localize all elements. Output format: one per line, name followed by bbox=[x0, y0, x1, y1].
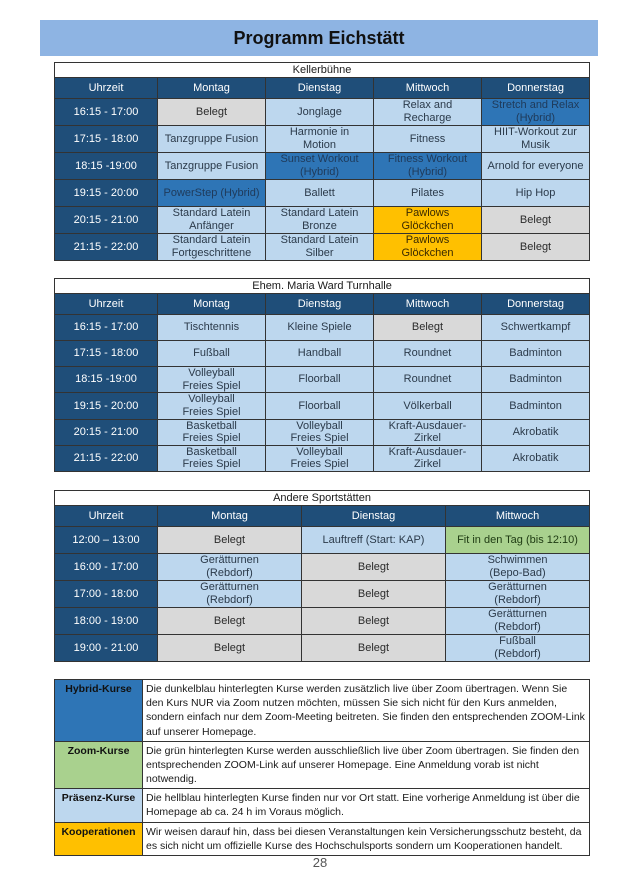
course-cell: Belegt bbox=[482, 207, 590, 234]
course-cell: Belegt bbox=[158, 99, 266, 126]
table-row bbox=[55, 419, 590, 445]
course-cell: Jonglage bbox=[266, 99, 374, 126]
course-cell: Standard Latein Anfänger bbox=[158, 207, 266, 234]
time-slot: 17:00 - 18:00 bbox=[55, 581, 158, 608]
column-header-uhrzeit: Uhrzeit bbox=[55, 78, 158, 99]
course-cell: Sunset Workout (Hybrid) bbox=[266, 153, 374, 180]
course-cell: Arnold for everyone bbox=[482, 153, 590, 180]
table-row bbox=[55, 126, 590, 153]
course-cell: Tanzgruppe Fusion bbox=[158, 153, 266, 180]
time-slot: 20:15 - 21:00 bbox=[55, 419, 158, 445]
column-header-donnerstag: Donnerstag bbox=[482, 294, 590, 315]
course-cell: Akrobatik bbox=[482, 419, 590, 445]
column-header-mittwoch: Mittwoch bbox=[374, 294, 482, 315]
course-cell: Volleyball Freies Spiel bbox=[266, 419, 374, 445]
course-cell: Hip Hop bbox=[482, 180, 590, 207]
course-cell: PowerStep (Hybrid) bbox=[158, 180, 266, 207]
time-slot: 21:15 - 22:00 bbox=[55, 234, 158, 261]
table-row bbox=[55, 315, 590, 341]
legend-description: Die dunkelblau hinterlegten Kurse werden zusätzlich live über Zoom übertragen. Wenn Sie den Kurs NUR via Zoom nutzen möchten, müssen Sie sich nicht für den Kurs anmelden, sondern einfach nur dem Zoom-Meeting beitreten. Sie finden den entsprechenden ZOOM-Link auf unserer Homepage. bbox=[143, 680, 590, 742]
table-row bbox=[55, 367, 590, 393]
course-cell: Badminton bbox=[482, 341, 590, 367]
time-slot: 18:00 - 19:00 bbox=[55, 608, 158, 635]
schedule-andere-sportstaetten bbox=[54, 490, 590, 662]
course-cell: Standard Latein Silber bbox=[266, 234, 374, 261]
course-cell: Fitness bbox=[374, 126, 482, 153]
column-header-dienstag: Dienstag bbox=[302, 506, 446, 527]
course-cell: Schwimmen (Bepo-Bad) bbox=[446, 554, 590, 581]
course-cell: Kleine Spiele bbox=[266, 315, 374, 341]
time-slot: 21:15 - 22:00 bbox=[55, 445, 158, 471]
time-slot: 18:15 -19:00 bbox=[55, 367, 158, 393]
course-cell: Badminton bbox=[482, 393, 590, 419]
course-cell: Roundnet bbox=[374, 341, 482, 367]
table-row bbox=[55, 207, 590, 234]
table-row bbox=[55, 180, 590, 207]
column-header-uhrzeit: Uhrzeit bbox=[55, 506, 158, 527]
course-cell: Belegt bbox=[158, 608, 302, 635]
course-cell: Relax and Recharge bbox=[374, 99, 482, 126]
course-cell: Belegt bbox=[374, 315, 482, 341]
course-cell: Akrobatik bbox=[482, 445, 590, 471]
course-cell: Gerätturnen (Rebdorf) bbox=[446, 581, 590, 608]
legend-description: Wir weisen darauf hin, dass bei diesen Veranstaltungen kein Versicherungsschutz besteht, da es sich nicht um offizielle Kurse des Hochschulsports sondern um Kooperationen handelt. bbox=[143, 822, 590, 855]
course-cell: Stretch and Relax (Hybrid) bbox=[482, 99, 590, 126]
legend-label-hybrid-kurse: Hybrid-Kurse bbox=[55, 680, 143, 742]
legend-description: Die hellblau hinterlegten Kurse finden nur vor Ort statt. Eine vorherige Anmeldung ist über die Homepage ab ca. 24 h im Voraus möglich. bbox=[143, 789, 590, 822]
legend-row bbox=[55, 822, 590, 855]
table-row bbox=[55, 635, 590, 662]
course-cell: Tischtennis bbox=[158, 315, 266, 341]
course-cell: Pawlows Glöckchen bbox=[374, 234, 482, 261]
legend-label-kooperationen: Kooperationen bbox=[55, 822, 143, 855]
venue-title: Kellerbühne bbox=[55, 63, 590, 78]
course-cell: Standard Latein Bronze bbox=[266, 207, 374, 234]
legend-label-präsenz-kurse: Präsenz-Kurse bbox=[55, 789, 143, 822]
column-header-mittwoch: Mittwoch bbox=[374, 78, 482, 99]
venue-title: Andere Sportstätten bbox=[55, 491, 590, 506]
table-row bbox=[55, 581, 590, 608]
course-cell: Volleyball Freies Spiel bbox=[158, 393, 266, 419]
course-cell: Tanzgruppe Fusion bbox=[158, 126, 266, 153]
table-row bbox=[55, 99, 590, 126]
legend-row bbox=[55, 680, 590, 742]
course-cell: Belegt bbox=[482, 234, 590, 261]
table-row bbox=[55, 153, 590, 180]
course-cell: Kraft-Ausdauer- Zirkel bbox=[374, 445, 482, 471]
course-cell: Pilates bbox=[374, 180, 482, 207]
time-slot: 20:15 - 21:00 bbox=[55, 207, 158, 234]
table-row bbox=[55, 554, 590, 581]
course-cell: Lauftreff (Start: KAP) bbox=[302, 527, 446, 554]
column-header-uhrzeit: Uhrzeit bbox=[55, 294, 158, 315]
column-header-dienstag: Dienstag bbox=[266, 78, 374, 99]
course-cell: Belegt bbox=[158, 635, 302, 662]
course-cell: Gerätturnen (Rebdorf) bbox=[158, 581, 302, 608]
table-row bbox=[55, 445, 590, 471]
course-cell: Standard Latein Fortgeschrittene bbox=[158, 234, 266, 261]
course-cell: Gerätturnen (Rebdorf) bbox=[158, 554, 302, 581]
course-cell: Roundnet bbox=[374, 367, 482, 393]
time-slot: 12:00 – 13:00 bbox=[55, 527, 158, 554]
time-slot: 19:15 - 20:00 bbox=[55, 393, 158, 419]
course-cell: Floorball bbox=[266, 367, 374, 393]
legend-row bbox=[55, 789, 590, 822]
course-cell: Handball bbox=[266, 341, 374, 367]
column-header-mittwoch: Mittwoch bbox=[446, 506, 590, 527]
course-cell: Volleyball Freies Spiel bbox=[158, 367, 266, 393]
table-row bbox=[55, 341, 590, 367]
legend-description: Die grün hinterlegten Kurse werden ausschließlich live über Zoom übertragen. Sie finden den entsprechenden ZOOM-Link auf unserer Homepage. Eine Anmeldung vorab ist nicht notwendig. bbox=[143, 741, 590, 789]
course-cell: Fit in den Tag (bis 12:10) bbox=[446, 527, 590, 554]
course-cell: Badminton bbox=[482, 367, 590, 393]
course-cell: Gerätturnen (Rebdorf) bbox=[446, 608, 590, 635]
course-cell: Ballett bbox=[266, 180, 374, 207]
course-cell: Belegt bbox=[302, 635, 446, 662]
time-slot: 18:15 -19:00 bbox=[55, 153, 158, 180]
course-cell: Pawlows Glöckchen bbox=[374, 207, 482, 234]
course-cell: Floorball bbox=[266, 393, 374, 419]
time-slot: 17:15 - 18:00 bbox=[55, 341, 158, 367]
time-slot: 19:15 - 20:00 bbox=[55, 180, 158, 207]
course-cell: Fußball (Rebdorf) bbox=[446, 635, 590, 662]
course-cell: Völkerball bbox=[374, 393, 482, 419]
course-cell: Belegt bbox=[302, 608, 446, 635]
table-row bbox=[55, 527, 590, 554]
column-header-donnerstag: Donnerstag bbox=[482, 78, 590, 99]
time-slot: 16:15 - 17:00 bbox=[55, 99, 158, 126]
venue-title: Ehem. Maria Ward Turnhalle bbox=[55, 279, 590, 294]
page-number: 28 bbox=[312, 855, 328, 870]
time-slot: 16:15 - 17:00 bbox=[55, 315, 158, 341]
schedule-kellerbuehne bbox=[54, 62, 590, 261]
column-header-montag: Montag bbox=[158, 294, 266, 315]
course-cell: Basketball Freies Spiel bbox=[158, 445, 266, 471]
column-header-montag: Montag bbox=[158, 78, 266, 99]
legend-row bbox=[55, 741, 590, 789]
course-cell: Belegt bbox=[302, 581, 446, 608]
course-cell: Volleyball Freies Spiel bbox=[266, 445, 374, 471]
time-slot: 19:00 - 21:00 bbox=[55, 635, 158, 662]
page-title: Programm Eichstätt bbox=[40, 20, 598, 56]
schedule-maria-ward-turnhalle bbox=[54, 278, 590, 472]
course-cell: Harmonie in Motion bbox=[266, 126, 374, 153]
time-slot: 16:00 - 17:00 bbox=[55, 554, 158, 581]
legend-label-zoom-kurse: Zoom-Kurse bbox=[55, 741, 143, 789]
table-row bbox=[55, 393, 590, 419]
course-cell: HIIT-Workout zur Musik bbox=[482, 126, 590, 153]
course-cell: Fitness Workout (Hybrid) bbox=[374, 153, 482, 180]
course-cell: Kraft-Ausdauer- Zirkel bbox=[374, 419, 482, 445]
course-cell: Belegt bbox=[158, 527, 302, 554]
table-row bbox=[55, 234, 590, 261]
legend-table bbox=[54, 679, 590, 856]
column-header-dienstag: Dienstag bbox=[266, 294, 374, 315]
time-slot: 17:15 - 18:00 bbox=[55, 126, 158, 153]
course-cell: Belegt bbox=[302, 554, 446, 581]
course-cell: Schwertkampf bbox=[482, 315, 590, 341]
course-cell: Basketball Freies Spiel bbox=[158, 419, 266, 445]
column-header-montag: Montag bbox=[158, 506, 302, 527]
table-row bbox=[55, 608, 590, 635]
course-cell: Fußball bbox=[158, 341, 266, 367]
